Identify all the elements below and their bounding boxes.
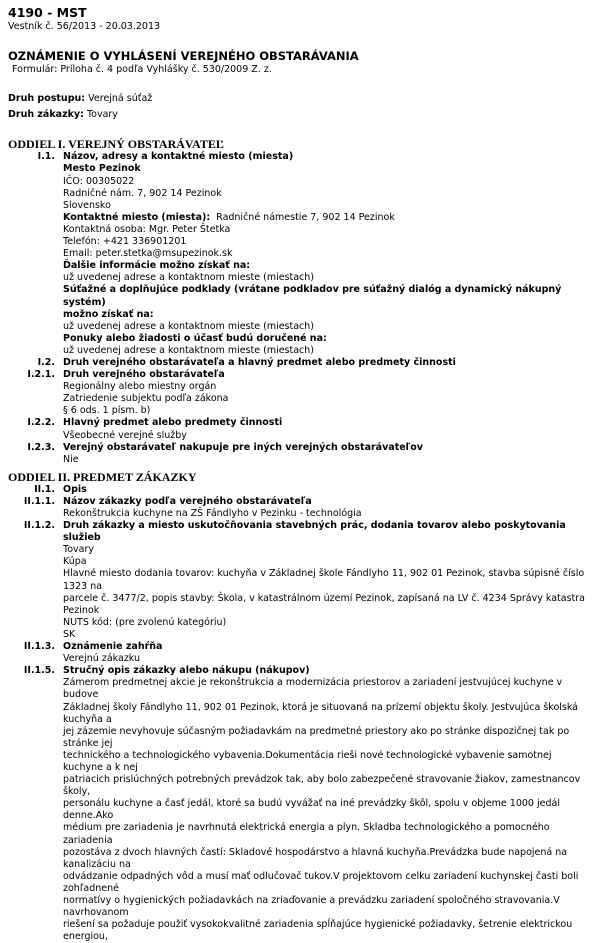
formular-line: Formulár: Príloha č. 4 podľa Vyhlášky č. 530/2009 Z. z. (12, 64, 272, 76)
contact-person: Kontaktná osoba: Mgr. Peter Štetka (63, 223, 231, 235)
section-i22 (8, 417, 592, 441)
section-i21 (8, 369, 592, 417)
description-line: technického a technologického vybavenia.Dokumentácia rieši nové technologické vybavenie samotnej kuchyne a k nej (63, 749, 552, 773)
section-ii13 (8, 641, 592, 665)
druh-zakazky-value: Tovary (86, 109, 118, 121)
section-1-title: ODDIEL I. VEREJNÝ OBSTARÁVATEĽ (8, 137, 224, 152)
description-line: odvádzanie odpadných vôd a musí mať odlučovač tukov.V projektovom celku zariadení kuchynskej časti boli zohľadnené (63, 870, 579, 894)
contact-place (63, 212, 592, 224)
section-line: Všeobecné verejné služby (63, 429, 187, 441)
description-line: normatívy o hygienických požiadavkách na zriaďovanie a prevádzku zariadení spoločného stravovania.V navrhovanom (63, 895, 560, 919)
notice-title: OZNÁMENIE O VYHLÁSENÍ VEREJNÉHO OBSTARÁVANIA (8, 49, 359, 64)
org-name: Mesto Pezinok (63, 163, 141, 175)
section-heading: Opis (63, 483, 87, 495)
section-heading: Názov, adresy a kontaktné miesto (miesta) (63, 151, 294, 163)
section-number: I.2.2. (27, 417, 55, 429)
section-heading: Oznámenie zahŕňa (63, 641, 163, 653)
info-label: Ďalšie informácie možno získať na: (63, 260, 251, 272)
contact-place-label: Kontaktné miesto (miesta): (63, 211, 211, 223)
description-line: patriacich prislúchných potrebných prevádzok tak, aby bolo zabezpečené stravovanie žiakov, zamestnancov školy, (63, 774, 581, 798)
org-address: Radničné nám. 7, 902 14 Pezinok (63, 187, 222, 199)
section-heading: Hlavný predmet alebo predmety činnosti (63, 417, 283, 429)
description-line: pozostáva z dvoch hlavných častí: Skladové hospodárstvo a hlavná kuchyňa.Prevádzka bude napojená na kanalizáciu na (63, 846, 568, 870)
section-i23 (8, 442, 592, 466)
section-i2 (8, 357, 592, 369)
description-line: Základnej školy Fándlyho 11, 902 01 Pezinok, ktorá je situovaná na prízemí objektu školy. Jestvujúca školská kuchyňa a (63, 701, 579, 725)
section-line: Kúpa (63, 556, 87, 568)
section-number: I.2. (37, 356, 55, 368)
druh-postupu-label: Druh postupu: (8, 93, 86, 105)
section-number: I.1. (37, 151, 55, 163)
vestnik-line: Vestník č. 56/2013 - 20.03.2013 (8, 21, 161, 32)
section-number: I.2.1. (27, 369, 55, 381)
section-number: II.1.1. (23, 495, 55, 507)
druh-zakazky-label: Druh zákazky: (8, 109, 84, 121)
org-country: Slovensko (63, 199, 111, 211)
description-line: jej zázemie nevyhovuje súčasným požiadavkám na predmetné priestory ako po stránke dispozičnej tak po stránke jej (63, 725, 570, 749)
section-i1 (8, 151, 592, 357)
description-line: médium pre zariadenia je navrhnutá elektrická energia a plyn. Skladba technologického a pomocného zariadenia (63, 822, 550, 846)
druh-postupu-value: Verejná súťaž (88, 93, 153, 105)
section-ii12 (8, 520, 592, 641)
section-line: Regionálny alebo miestny orgán (63, 381, 217, 393)
section-ii1 (8, 484, 592, 496)
description-line: Zámerom predmetnej akcie je rekonštrukcia a modernizácia priestorov a zariadení jestvujúcej kuchyne v budove (63, 677, 563, 701)
section-number: II.1.3. (23, 641, 55, 653)
section-heading: Druh verejného obstarávateľa a hlavný predmet alebo predmety činnosti (63, 356, 456, 368)
section-heading: Stručný opis zákazky alebo nákupu (nákupov) (63, 665, 310, 677)
org-ico: IČO: 00305022 (63, 175, 135, 187)
section-line: SK (63, 628, 76, 640)
section-ii15 (8, 665, 592, 943)
section-heading: Názov zákazky podľa verejného obstarávateľa (63, 495, 312, 507)
druh-postupu (8, 93, 592, 105)
section-line: Nie (63, 453, 79, 465)
section-line: Rekonštrukcia kuchyne na ZŠ Fándlyho v Pezinku - technológia (63, 508, 362, 519)
section-line: Zatriedenie subjektu podľa zákona (63, 393, 229, 405)
info-value: už uvedenej adrese a kontaktnom mieste (miestach) (63, 272, 315, 284)
podklady-value: už uvedenej adrese a kontaktnom mieste (miestach) (63, 320, 315, 332)
section-number: I.2.3. (27, 441, 55, 453)
section-ii11 (8, 496, 592, 520)
section-line: Verejnú zákazku (63, 653, 141, 665)
section-heading: Druh zákazky a miesto uskutočňovania stavebných prác, dodania tovarov alebo poskytovania služieb (63, 520, 566, 544)
section-heading: Druh verejného obstarávateľa (63, 369, 225, 381)
section-line: NUTS kód: (pre zvolenú kategóriu) (63, 616, 227, 628)
podklady-label-cont: možno získať na: (63, 308, 154, 320)
druh-zakazky (8, 109, 592, 121)
contact-email: Email: peter.stetka@msupezinok.sk (63, 248, 233, 260)
podklady-label: Súťažné a doplňujúce podklady (vrátane podkladov pre súťažný dialóg a dynamický nákupný systém) (63, 284, 562, 308)
description-line: personálu kuchyne a časť jedál, ktoré sa budú vyvážať na iné prevádzky škôl, spolu v objeme 1000 jedál denne.Ako (63, 798, 560, 822)
section-number: II.1. (34, 483, 55, 495)
description-line: riešení sa požaduje použiť vysokokvalitné zariadenia spĺňajúce hygienické požiadavky, šetrenie elektrickou energiou, (63, 919, 573, 943)
section-line: parcele č. 3477/2, popis stavby: Škola, v katastrálnom území Pezinok, zapísaná na LV č. 4234 Správy katastra Pezinok (63, 592, 585, 616)
section-line: Hlavné miesto dodania tovarov: kuchyňa v Základnej škole Fándlyho 11, 902 01 Pezinok, stavba súpisné číslo 1323 na (63, 568, 585, 592)
ponuky-value: už uvedenej adrese a kontaktnom mieste (miestach) (63, 344, 315, 356)
contact-phone: Telefón: +421 336901201 (63, 236, 187, 248)
section-number: II.1.2. (23, 520, 55, 532)
section-line: § 6 ods. 1 písm. b) (63, 405, 151, 417)
contact-place-value: Radničné námestie 7, 902 14 Pezinok (216, 211, 395, 223)
section-number: II.1.5. (23, 665, 55, 677)
notice-code: 4190 - MST (8, 5, 87, 20)
section-2-title: ODDIEL II. PREDMET ZÁKAZKY (8, 469, 197, 484)
ponuky-label: Ponuky alebo žiadosti o účasť budú doručené na: (63, 332, 327, 344)
section-line: Tovary (63, 544, 94, 556)
section-heading: Verejný obstarávateľ nakupuje pre iných verejných obstarávateľov (63, 441, 423, 453)
